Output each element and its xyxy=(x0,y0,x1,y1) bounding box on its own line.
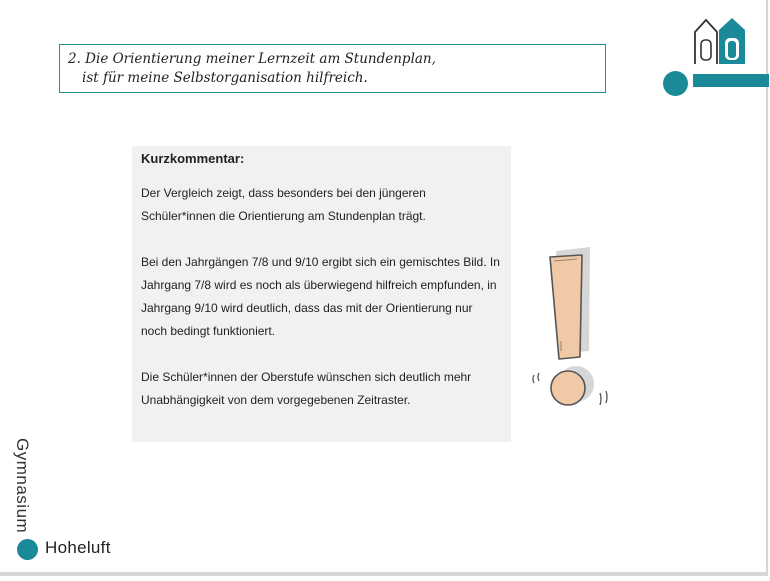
comment-paragraph: Der Vergleich zeigt, dass besonders bei den jüngeren Schüler*innen die Orientierung am Stundenplan trägt. xyxy=(141,186,426,223)
comment-paragraph: Bei den Jahrgängen 7/8 und 9/10 ergibt sich ein gemischtes Bild. In Jahrgang 7/8 wird es noch als überwiegend hilfreich empfunden, in Jahrgang 9/10 wird deutlich, dass das mit der Orientierung nur noch bedingt funktioniert. xyxy=(141,255,500,338)
exclamation-mark-icon xyxy=(528,243,612,415)
school-logo-houses-icon xyxy=(692,16,748,66)
slide-title-line-1: 2. Die Orientierung meiner Lernzeit am Stundenplan, xyxy=(68,51,436,67)
comment-box xyxy=(132,146,511,442)
school-type-label: Gymnasium xyxy=(13,438,32,534)
accent-bar xyxy=(693,74,769,87)
slide-title-line-2: ist für meine Selbstorganisation hilfreich. xyxy=(82,70,368,86)
school-logo-dot xyxy=(17,539,38,560)
accent-dot xyxy=(663,71,688,96)
school-place-label: Hoheluft xyxy=(45,538,111,557)
comment-heading: Kurzkommentar: xyxy=(141,151,245,166)
slide-title-box xyxy=(59,44,606,93)
comment-paragraph: Die Schüler*innen der Oberstufe wünschen sich deutlich mehr Unabhängigkeit von dem vorgegebenen Zeitraster. xyxy=(141,370,472,407)
